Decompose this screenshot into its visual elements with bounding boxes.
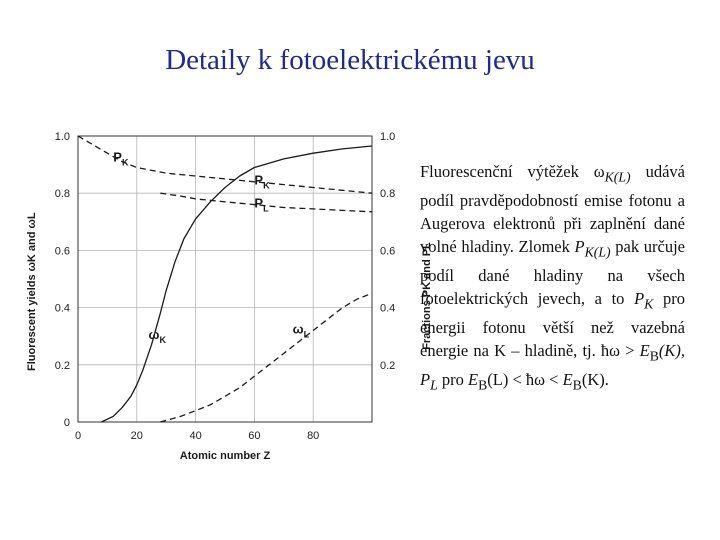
y-tick-left: 1.0 [54, 131, 70, 143]
desc-var-6: E [468, 369, 479, 389]
desc-part-2: udává podíl pravděpodobností emise fotonu a Augerova elektronů při zaplnění dané volné hladiny. Zlomek [420, 162, 685, 257]
desc-var-2: P [574, 237, 585, 257]
desc-var-7: E [562, 369, 573, 389]
description-text [420, 160, 685, 396]
x-tick: 60 [248, 430, 261, 442]
desc-part-3: pak určuje podíl dané hladiny na všech fotoelektrických jevech, a to [420, 237, 685, 309]
x-tick: 80 [307, 430, 320, 442]
desc-part-5: pro [437, 369, 468, 389]
desc-sub-3: K [644, 296, 654, 312]
y-tick-left: 0.8 [54, 188, 70, 201]
y-tick-right: 0.6 [380, 245, 396, 258]
annotation-label: $\omega_K$ [148, 327, 167, 346]
x-tick: 20 [130, 430, 143, 442]
desc-part-1: Fluorescenční výtěžek ω [420, 162, 605, 181]
annotation-label: $P_L$ [254, 195, 269, 214]
y-axis-right-label: Fractions PK and PL [421, 242, 433, 350]
annotation-label: $\omega_L$ [292, 321, 310, 340]
desc-part-4: pro energii fotonu větší než vazebná energie na K – hladině, tj. ħω > [420, 289, 685, 360]
x-tick: 40 [189, 430, 202, 442]
desc-sub-6: B [478, 376, 488, 392]
y-tick-right: 0.4 [380, 302, 396, 315]
desc-sub-5: L [430, 376, 438, 392]
series-line-1 [102, 146, 373, 422]
annotation-label: $P_K$ [254, 172, 270, 191]
fluorescence-chart [20, 118, 433, 473]
y-tick-right: 1.0 [380, 131, 396, 143]
y-tick-left: 0.6 [54, 245, 70, 258]
desc-sub-4: B [649, 348, 659, 364]
desc-var-3: P [634, 289, 645, 309]
desc-part-7: (K). [581, 369, 609, 389]
chart-svg [20, 118, 415, 473]
x-tick: 0 [74, 430, 82, 442]
series-line-2 [160, 293, 372, 422]
desc-var-5: P [420, 369, 431, 389]
desc-sub-2: K(L) [584, 244, 611, 260]
x-axis-label: Atomic number Z [179, 450, 271, 462]
desc-sub-1: K(L) [604, 169, 631, 185]
y-tick-right: 0.2 [380, 359, 396, 372]
desc-sub-7: B [572, 376, 582, 392]
y-tick-left: 0 [63, 417, 70, 429]
desc-var-4: E [639, 340, 650, 360]
y-tick-left: 0.4 [54, 302, 70, 315]
desc-part-6: (L) < ħω < [487, 369, 563, 389]
y-tick-right: 0.8 [380, 188, 396, 201]
slide-title: Detaily k fotoelektrickému jevu [165, 44, 535, 76]
desc-arg-4: (K), [658, 340, 685, 360]
y-axis-left-label: Fluorescent yields ωK and ωL [26, 212, 38, 371]
annotation-label: $P_K$ [113, 149, 129, 168]
y-tick-left: 0.2 [54, 359, 70, 372]
